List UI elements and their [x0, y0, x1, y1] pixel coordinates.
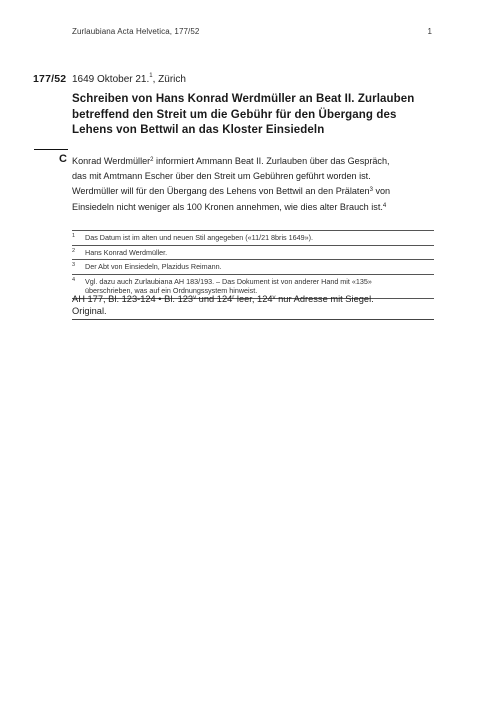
footnote-ref[interactable]: 3	[369, 187, 373, 194]
footnote-ref[interactable]: 1	[149, 73, 153, 79]
footnote	[72, 259, 434, 274]
footnote	[72, 230, 434, 245]
summary-text: von	[372, 186, 391, 197]
document-number: 177/52	[33, 73, 67, 85]
footnotes	[72, 230, 434, 299]
source-type: Original.	[72, 306, 107, 316]
page-number: 1	[427, 27, 432, 36]
summary-line	[72, 169, 438, 184]
source-text: AH 177, Bl. 123-124 • Bl. 123	[72, 294, 194, 304]
summary-text: Einsiedeln nicht weniger als 100 Kronen annehmen, wie dies alter Brauch ist.	[72, 201, 383, 212]
source-text: nur Adresse mit Siegel.	[275, 294, 374, 304]
summary-line	[72, 184, 438, 199]
footnote-number: 1	[72, 233, 76, 239]
footnote-number: 3	[72, 262, 76, 268]
summary-text: Werdmüller will für den Übergang des Lehens von Bettwil an den Prälaten	[72, 186, 370, 197]
margin-rule	[34, 149, 68, 150]
footnote-ref[interactable]: 4	[382, 202, 387, 209]
summary	[72, 154, 438, 215]
footnote	[72, 245, 434, 260]
footnote-text: Der Abt von Einsiedeln, Plazidus Reimann.	[85, 262, 222, 271]
document-title	[72, 92, 432, 139]
summary-text: das mit Amtmann Escher über den Streit um Gebühren geführt worden ist.	[72, 171, 371, 182]
title-line: Lehens von Bettwil an das Kloster Einsiedeln	[72, 124, 325, 136]
date-place-suffix: , Zürich	[152, 74, 186, 85]
summary-text: Konrad Werdmüller	[72, 156, 151, 166]
source-text: leer, 124	[234, 294, 273, 304]
folio-side: r	[232, 295, 235, 301]
summary-line	[72, 154, 438, 169]
summary-line	[72, 200, 438, 215]
footnote-text: überschrieben, was auf ein Ordnungssystem hinweist.	[85, 286, 258, 295]
margin-letter: C	[59, 153, 67, 165]
date-line	[72, 74, 186, 85]
footnote-text: Vgl. dazu auch Zurlaubiana AH 183/193. – Das Dokument ist von anderer Hand mit «135»	[85, 276, 372, 286]
footnote-ref[interactable]: 2	[150, 157, 154, 163]
running-head: Zurlaubiana Acta Helvetica, 177/52	[72, 27, 200, 36]
title-line: betreffend den Streit um die Gebühr für den Übergang des	[72, 108, 397, 121]
title-line: Schreiben von Hans Konrad Werdmüller an Beat II. Zurlauben	[72, 93, 415, 105]
source-text: und 124	[196, 294, 233, 304]
footnote-text: Hans Konrad Werdmüller.	[85, 247, 168, 257]
footnote-number: 2	[72, 247, 76, 254]
footnote-text: Das Datum ist im alten und neuen Stil angegeben («11/21 8bris 1649»).	[85, 233, 314, 242]
footnote-number: 4	[72, 276, 76, 283]
date-text: 1649 Oktober 21.	[72, 74, 150, 85]
folio-side: v	[272, 295, 276, 301]
folio-side: v	[193, 295, 197, 301]
source-description	[72, 293, 434, 320]
summary-text: informiert Ammann Beat II. Zurlauben über das Gespräch,	[153, 156, 390, 166]
